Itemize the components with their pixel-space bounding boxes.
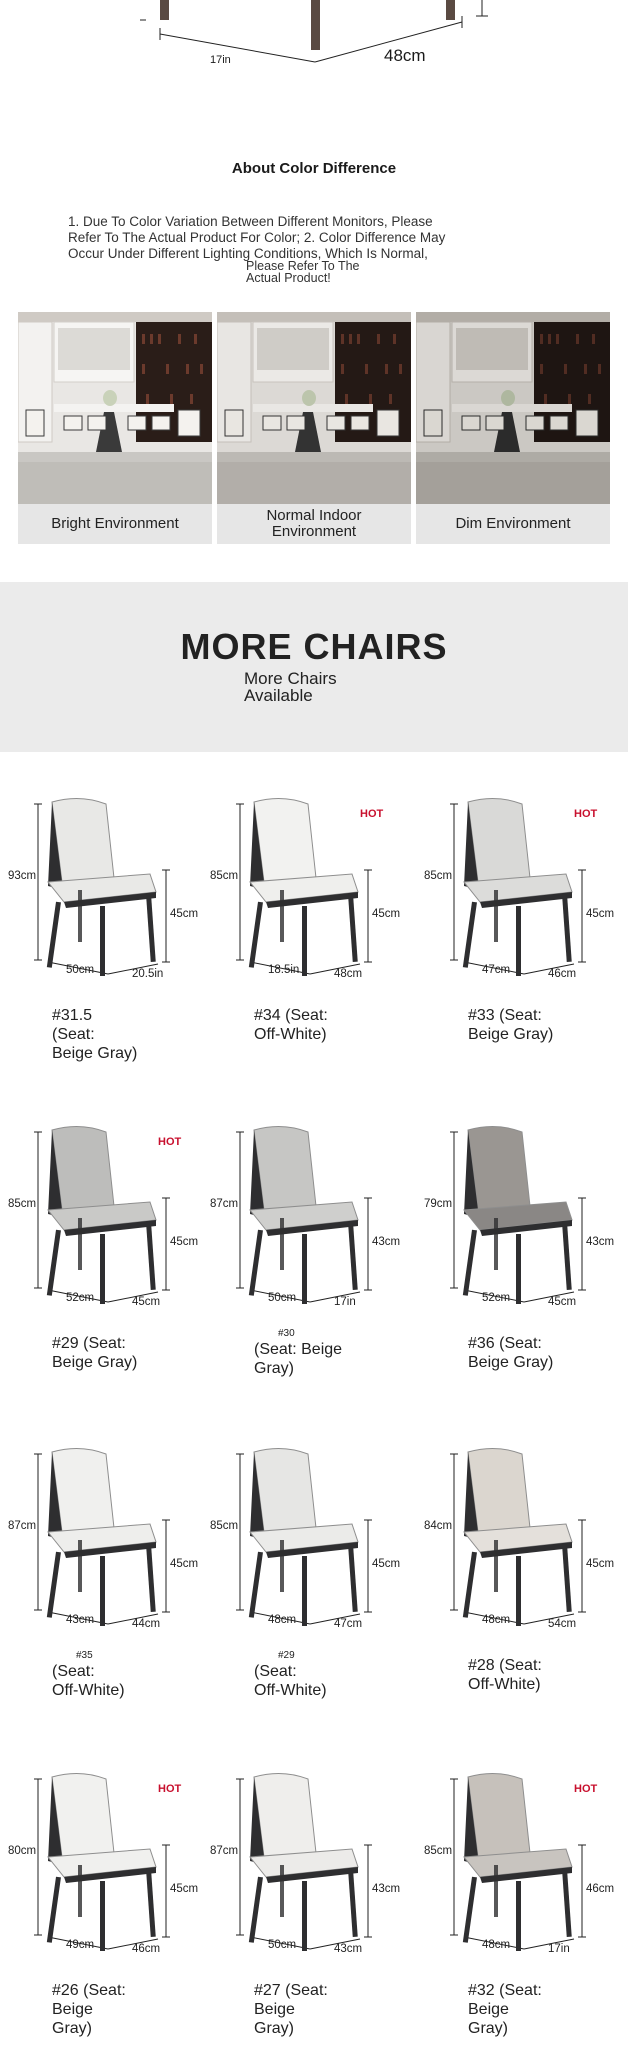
seat-height-dimension: 43cm	[372, 1883, 401, 1895]
chair-image	[210, 1765, 410, 1965]
depth-dimension: 20.5in	[132, 968, 164, 980]
height-dimension: 87cm	[8, 1520, 37, 1532]
width-dimension: 48cm	[482, 1614, 511, 1626]
chair-image	[210, 1118, 410, 1318]
chair-image	[210, 1440, 410, 1640]
chair-image	[8, 1440, 208, 1640]
width-dimension: 47cm	[482, 964, 511, 976]
chair-image	[424, 1765, 624, 1965]
chair-caption: #33 (Seat: Beige Gray)	[468, 1007, 554, 1043]
color-note-line-3: Occur Under Different Lighting Conditions, Which Is Normal,	[68, 246, 428, 261]
width-label: 48cm	[384, 46, 426, 65]
seat-height-dimension: 46cm	[586, 1883, 615, 1895]
about-color-title: About Color Difference	[231, 160, 397, 177]
chair-image	[8, 1118, 208, 1318]
chair-model-number: #29	[278, 1650, 295, 1661]
kitchen-photo	[416, 312, 610, 504]
chair-image	[8, 1765, 208, 1965]
depth-label: 17in	[210, 54, 231, 66]
height-dimension: 80cm	[8, 1845, 37, 1857]
height-dimension: 87cm	[210, 1198, 239, 1210]
chair-legs-diagram	[0, 0, 628, 90]
chair-image	[8, 790, 208, 990]
chair-caption: #36 (Seat: Beige Gray)	[468, 1335, 554, 1371]
chair-caption: #26 (Seat: Beige Gray)	[52, 1982, 126, 2037]
chair-caption: (Seat: Off-White)	[254, 1663, 327, 1699]
height-dimension: 85cm	[210, 870, 239, 882]
depth-dimension: 46cm	[132, 1943, 161, 1955]
seat-height-dimension: 43cm	[372, 1236, 401, 1248]
height-dimension: 93cm	[8, 870, 37, 882]
color-note-line-5: Actual Product!	[246, 271, 331, 285]
depth-dimension: 45cm	[132, 1296, 161, 1308]
hot-badge: HOT	[158, 1136, 182, 1148]
kitchen-photo	[217, 312, 411, 504]
seat-height-dimension: 45cm	[170, 908, 199, 920]
chair-card[interactable]	[8, 1440, 208, 1740]
chair-card[interactable]	[8, 1765, 208, 2065]
chair-image	[210, 790, 410, 990]
chair-caption: (Seat: Beige Gray)	[254, 1341, 343, 1377]
chair-image	[424, 790, 624, 990]
depth-dimension: 54cm	[548, 1618, 577, 1630]
depth-dimension: 17in	[548, 1943, 570, 1955]
kitchen-photo	[18, 312, 212, 504]
width-dimension: 52cm	[66, 1292, 95, 1304]
height-dimension: 79cm	[424, 1198, 453, 1210]
chair-card[interactable]	[8, 790, 208, 1090]
chair-card[interactable]	[424, 1118, 624, 1418]
chair-card[interactable]	[210, 1118, 410, 1418]
depth-dimension: 48cm	[334, 968, 363, 980]
kitchen-scene	[416, 312, 610, 504]
seat-height-dimension: 45cm	[586, 1558, 615, 1570]
height-dimension: 85cm	[424, 1845, 453, 1857]
height-dimension: 84cm	[424, 1520, 453, 1532]
color-note-line-2: Refer To The Actual Product For Color; 2. Color Difference May	[68, 230, 446, 245]
more-chairs-title: MORE CHAIRS	[180, 626, 448, 667]
width-dimension: 50cm	[268, 1292, 297, 1304]
width-dimension: 48cm	[482, 1939, 511, 1951]
hot-badge: HOT	[158, 1783, 182, 1795]
chair-model-number: #30	[278, 1328, 295, 1339]
chair-caption: #28 (Seat: Off-White)	[468, 1657, 542, 1693]
height-dimension: 85cm	[424, 870, 453, 882]
hot-badge: HOT	[360, 808, 384, 820]
width-dimension: 50cm	[268, 1939, 297, 1951]
width-dimension: 50cm	[66, 964, 95, 976]
chair-image	[424, 1440, 624, 1640]
chair-caption: #27 (Seat: Beige Gray)	[254, 1982, 328, 2037]
width-dimension: 48cm	[268, 1614, 297, 1626]
width-dimension: 18.5in	[268, 964, 300, 976]
hot-badge: HOT	[574, 808, 598, 820]
chair-caption: #34 (Seat: Off-White)	[254, 1007, 328, 1043]
environment-card-bright	[18, 312, 212, 544]
seat-height-dimension: 43cm	[586, 1236, 615, 1248]
width-dimension: 49cm	[66, 1939, 95, 1951]
chair-card[interactable]	[424, 1440, 624, 1740]
chair-caption: (Seat: Off-White)	[52, 1663, 125, 1699]
environment-card-normal	[217, 312, 411, 544]
environment-card-dim	[416, 312, 610, 544]
chair-caption: #31.5 (Seat: Beige Gray)	[52, 1007, 138, 1062]
seat-height-dimension: 45cm	[170, 1558, 199, 1570]
chair-model-number: #35	[76, 1650, 93, 1661]
width-dimension: 52cm	[482, 1292, 511, 1304]
kitchen-scene	[18, 312, 212, 504]
seat-height-dimension: 45cm	[372, 908, 401, 920]
color-note-line-1: 1. Due To Color Variation Between Different Monitors, Please	[68, 214, 433, 229]
height-dimension: 85cm	[8, 1198, 37, 1210]
depth-dimension: 45cm	[548, 1296, 577, 1308]
chair-card[interactable]	[210, 1440, 410, 1740]
chair-card[interactable]	[424, 790, 624, 1090]
chair-caption: #32 (Seat: Beige Gray)	[468, 1982, 542, 2037]
chair-caption: #29 (Seat: Beige Gray)	[52, 1335, 138, 1371]
chair-card[interactable]	[210, 1765, 410, 2065]
depth-dimension: 43cm	[334, 1943, 363, 1955]
top-dimension-drawing	[0, 0, 628, 90]
color-note-line-4: Please Refer To The	[246, 259, 360, 273]
more-chairs-subtitle: More Chairs Available	[244, 669, 337, 705]
depth-dimension: 47cm	[334, 1618, 363, 1630]
depth-dimension: 44cm	[132, 1618, 161, 1630]
chair-card[interactable]	[210, 790, 410, 1090]
hot-badge: HOT	[574, 1783, 598, 1795]
seat-height-dimension: 45cm	[170, 1236, 199, 1248]
chair-image	[424, 1118, 624, 1318]
kitchen-scene	[217, 312, 411, 504]
height-dimension: 87cm	[210, 1845, 239, 1857]
height-dimension: 85cm	[210, 1520, 239, 1532]
depth-dimension: 46cm	[548, 968, 577, 980]
environment-label: Bright Environment	[18, 504, 212, 544]
chair-card[interactable]	[8, 1118, 208, 1418]
width-dimension: 43cm	[66, 1614, 95, 1626]
environment-label: Dim Environment	[416, 504, 610, 544]
seat-height-dimension: 45cm	[372, 1558, 401, 1570]
environment-label: Normal Indoor Environment	[217, 504, 411, 544]
seat-height-dimension: 45cm	[170, 1883, 199, 1895]
chair-card[interactable]	[424, 1765, 624, 2065]
depth-dimension: 17in	[334, 1296, 356, 1308]
seat-height-dimension: 45cm	[586, 908, 615, 920]
